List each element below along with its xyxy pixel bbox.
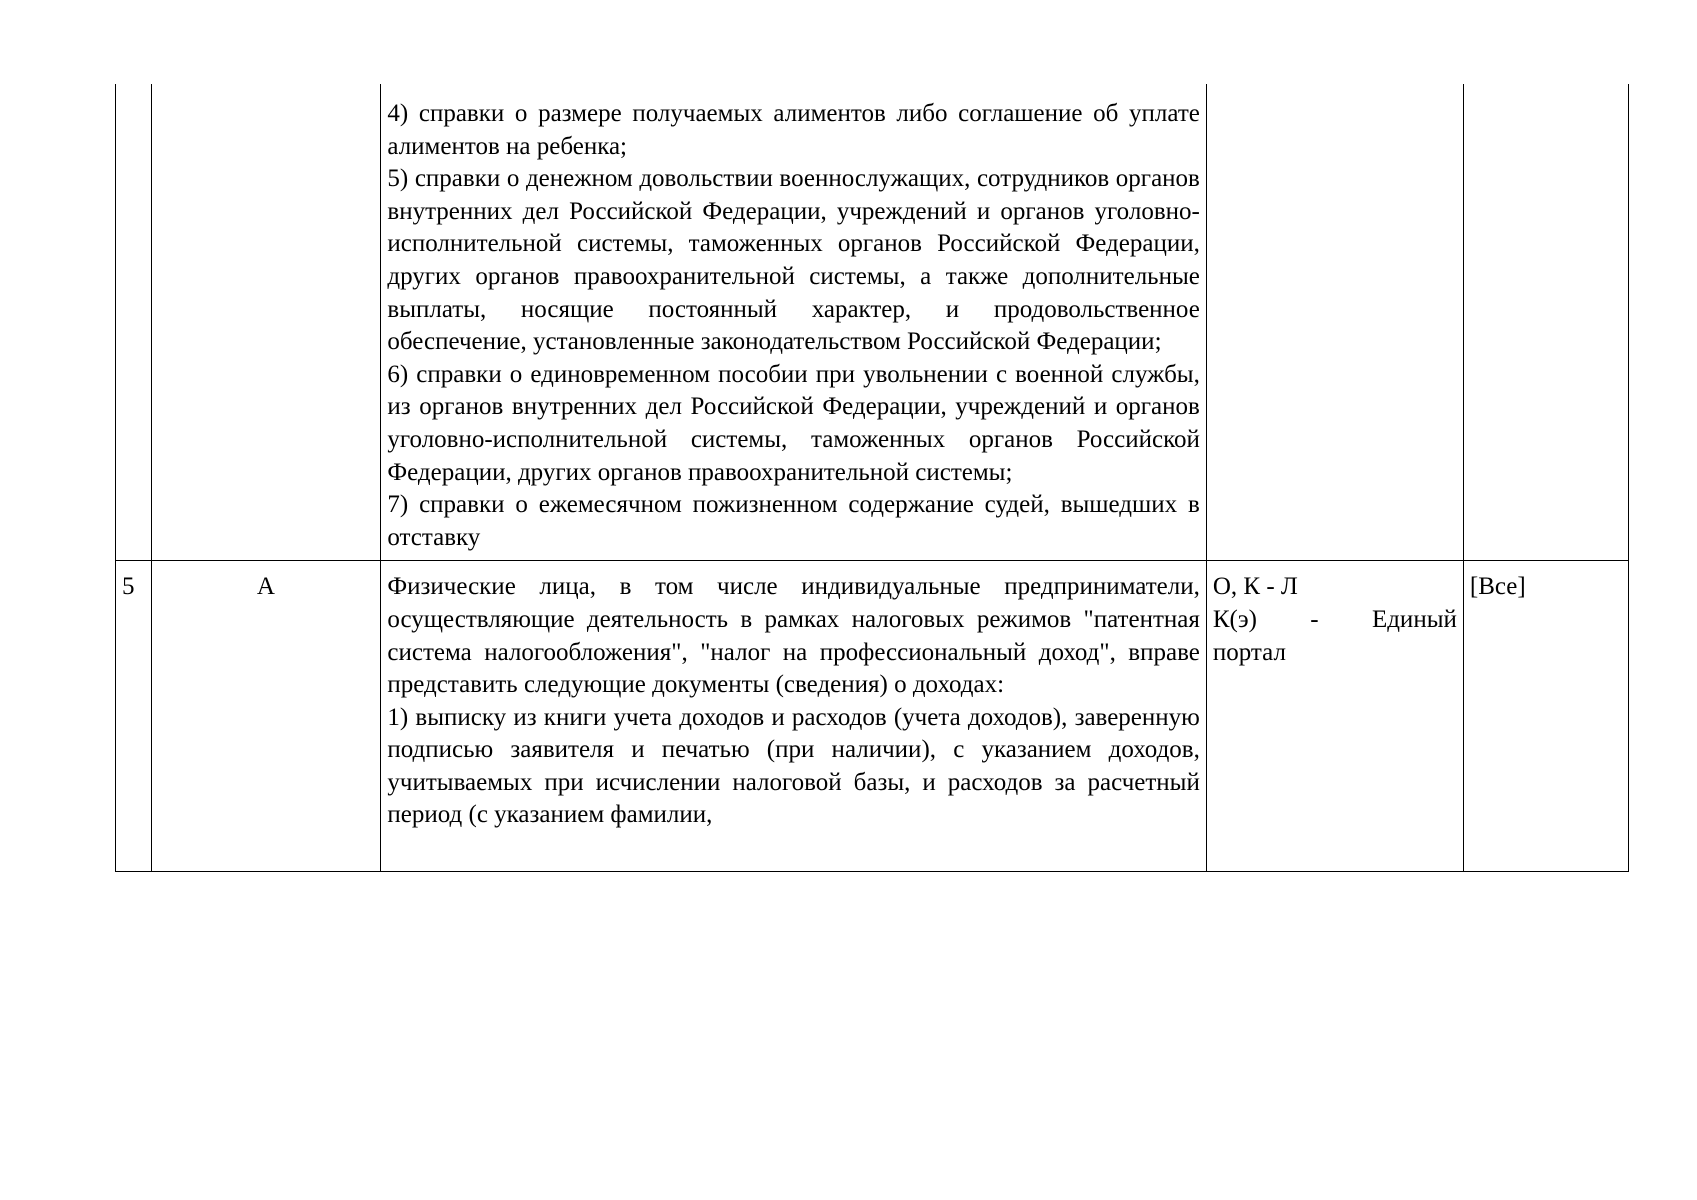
cell-submission-mode [1206,84,1463,561]
paragraph-item-6: 6) справки о единовременном пособии при увольнении с военной службы, из органов внутренних дел Российской Федерации, учреждений и органов уголовно-исполнительной системы, таможенных органов Российской Федерации, других органов правоохранительной системы; [387,360,1200,486]
paragraph-intro: Физические лица, в том числе индивидуальные предприниматели, осуществляющие деятельность в рамках налоговых режимов "патентная система налогообложения", "налог на профессиональный доход", вправе представить следующие документы (сведения) о доходах: [387,573,1200,699]
table-row-5 [116,561,1629,872]
document-table [115,84,1629,872]
cell-number: 5 [116,561,152,872]
cell-scope [1463,84,1628,561]
paragraph-item-1: 1) выписку из книги учета доходов и расходов (учета доходов), заверенную подписью заявителя и печатью (при наличии), с указанием доходов, учитываемых при исчислении налоговой базы, и расходов за расчетный период (с указанием фамилии, [387,703,1200,829]
submission-mode-line-1: О, К - Л [1212,573,1298,601]
paragraph-item-5: 5) справки о денежном довольствии военнослужащих, сотрудников органов внутренних дел Российской Федерации, учреждений и органов уголовно-исполнительной системы, таможенных органов Российской Федерации, других органов правоохранительной системы, а также дополнительные выплаты, носящие постоянный характер, и продовольственное обеспечение, установленные законодательством Российской Федерации; [387,165,1200,356]
table-row-continued [116,84,1629,561]
cell-code: А [151,561,381,872]
cell-document-list [381,84,1206,561]
cell-number [116,84,152,561]
cell-document-list [381,561,1206,872]
submission-mode-line-3: портал [1212,638,1286,666]
submission-mode-line-2: К(э) - Единый [1212,605,1457,633]
cell-code [151,84,381,561]
cell-scope: [Все] [1463,561,1628,872]
clipped-text-area [387,571,1199,871]
paragraph-item-7: 7) справки о ежемесячном пожизненном содержание судей, вышедших в отставку [387,491,1200,551]
cell-submission-mode [1206,561,1463,872]
paragraph-item-4: 4) справки о размере получаемых алиментов либо соглашение об уплате алиментов на ребенка; [387,100,1200,160]
